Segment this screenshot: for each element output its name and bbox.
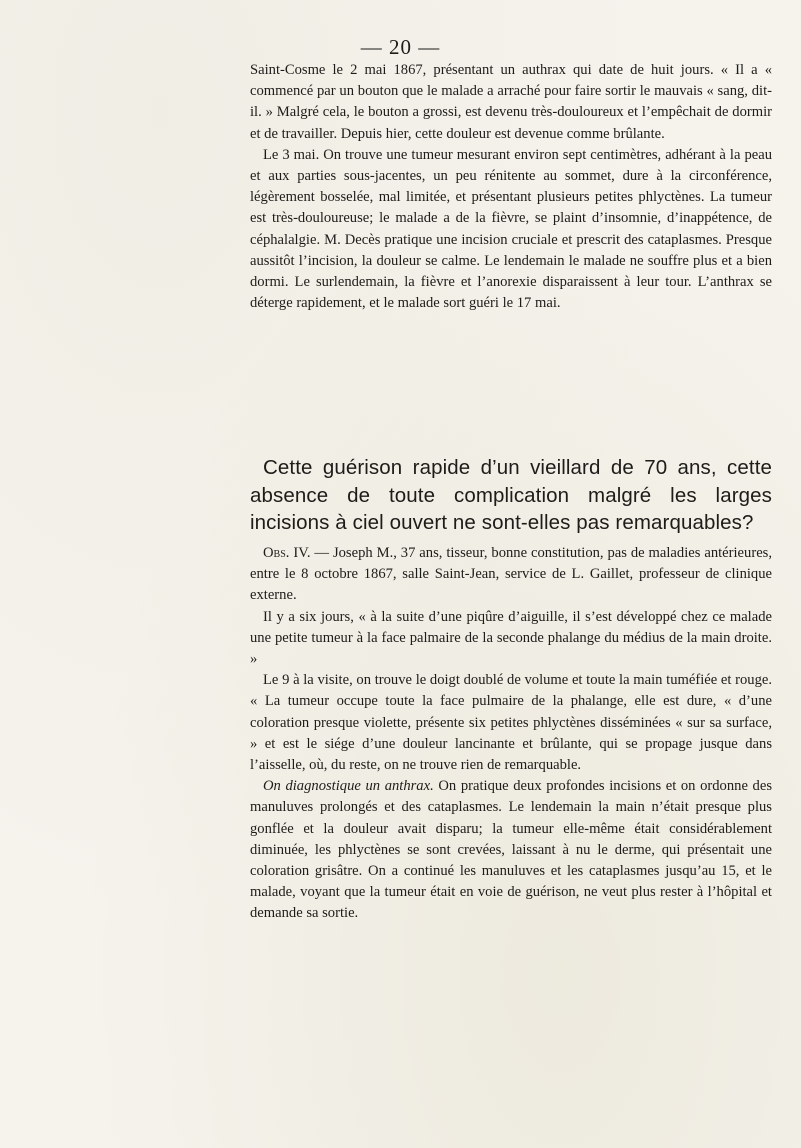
diagnosis-italic: On diagnostique un anthrax. [263, 778, 434, 795]
paragraph-rest: On pratique deux profondes incisions et on ordonne des manuluves prolongés et des cataplasmes. Le lendemain la main n’était presque plus gonflée et la douleur avait disparu; la tumeur elle-même était considérablement diminuée, les phlyctènes se sont crevées, laissant à nu le derme, qui présentait une coloration grisâtre. On a continué les manuluves et les cataplasmes jusqu’au 15, et le malade, voyant que la tumeur était en voie de guérison, ne veut plus rester à l’hôpital et demande sa sortie. [250, 778, 772, 922]
case-text-continuation [250, 60, 772, 314]
observation-intro-text: — Joseph M., 37 ans, tisseur, bonne constitution, pas de maladies antérieures, entre le 8 octobre 1867, salle Saint-Jean, service de L. Gaillet, professeur de clinique externe. [250, 545, 772, 604]
paragraph: Il y a six jours, « à la suite d’une piqûre d’aiguille, il s’est développé chez ce malade une petite tumeur à la face palmaire de la seconde phalange du médius de la main droite. » [250, 608, 772, 668]
paragraph: Le 3 mai. On trouve une tumeur mesurant environ sept centimètres, adhérant à la peau et aux parties sous-jacentes, un peu rénitente au sommet, dure à la circonférence, légèrement bosselée, mal limitée, et présentant plusieurs petites phlyctènes. La tumeur est très-douloureuse; le malade a de la fièvre, se plaint d’insomnie, d’inappétence, de céphalalgie. M. Decès pratique une incision cruciale et prescrit des cataplasmes. Presque aussitôt l’incision, la douleur se calme. Le lendemain le malade ne souffre plus et a bien dormi. Le surlendemain, la fièvre et l’anorexie disparaissent à leur tour. L’anthrax se déterge rapidement, et le malade sort guéri le 17 mai. [250, 146, 772, 312]
observation-label: Obs. IV. [263, 545, 311, 561]
paragraph: Saint-Cosme le 2 mai 1867, présentant un authrax qui date de huit jours. « Il a « commencé par un bouton que le malade a arraché pour faire sortir le mauvais « sang, dit-il. » Malgré cela, le bouton a grossi, est devenu très-douloureux et l’empêchait de dormir et de travailler. Depuis hier, cette douleur est devenue comme brûlante. [250, 62, 772, 142]
observation-intro [250, 543, 772, 607]
page-number: — 20 — [360, 35, 441, 59]
paragraph: Le 9 à la visite, on trouve le doigt doublé de volume et toute la main tuméfiée et rouge. « La tumeur occupe toute la face pulmaire de la phalange, elle est dure, « d’une coloration presque violette, présente six petites phlyctènes disséminées « sur sa surface, » et est le siége d’une douleur lancinante et brûlante, qui se propage jusque dans l’aisselle, où, du reste, on ne trouve rien de remarquable. [250, 672, 772, 774]
observation-iv [250, 543, 772, 925]
paragraph [250, 776, 772, 924]
remark-question: Cette guérison rapide d’un vieillard de 70 ans, cette absence de toute complication malgré les larges incisions à ciel ouvert ne sont-elles pas remarquables? [250, 456, 772, 534]
